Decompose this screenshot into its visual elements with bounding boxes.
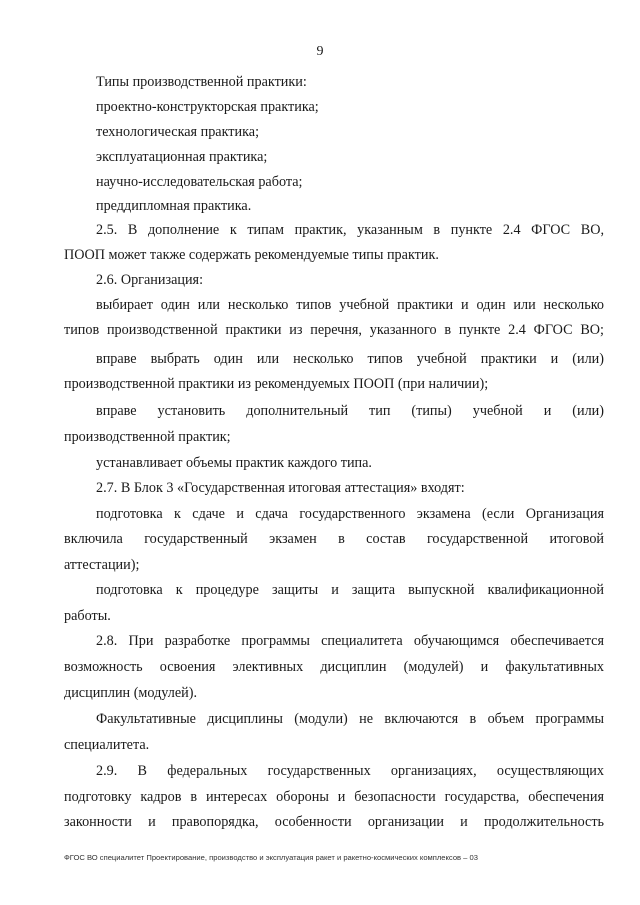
text-line: проектно-конструкторская практика; xyxy=(96,99,319,115)
text-line: технологическая практика; xyxy=(96,124,260,140)
text-line: Типы производственной практики: xyxy=(96,74,307,90)
text-line: преддипломная практика. xyxy=(96,198,252,214)
text-line: 2.5. В дополнение к типам практик, указанным в пункте 2.4 ФГОС ВО, xyxy=(96,222,604,238)
text-line: включила государственный экзамен в состав государственной итоговой xyxy=(64,531,604,547)
text-line: производственной практики из рекомендуемых ПООП (при наличии); xyxy=(64,376,489,392)
text-line: аттестации); xyxy=(64,557,140,573)
text-line: возможность освоения элективных дисциплин (модулей) и факультативных xyxy=(64,659,604,675)
text-line: подготовка к процедуре защиты и защита выпускной квалификационной xyxy=(96,582,604,598)
text-line: специалитета. xyxy=(64,737,150,753)
text-line: работы. xyxy=(64,608,111,624)
text-line: научно-исследовательская работа; xyxy=(96,174,303,190)
text-line: вправе установить дополнительный тип (типы) учебной и (или) xyxy=(96,403,604,419)
text-line: 2.9. В федеральных государственных организациях, осуществляющих xyxy=(96,763,604,779)
text-line: эксплуатационная практика; xyxy=(96,149,268,165)
text-line: Факультативные дисциплины (модули) не включаются в объем программы xyxy=(96,711,604,727)
text-line: 2.6. Организация: xyxy=(96,272,204,288)
text-line: производственной практик; xyxy=(64,429,231,445)
page-number: 9 xyxy=(316,44,324,59)
text-line: типов производственной практики из перечня, указанного в пункте 2.4 ФГОС ВО; xyxy=(64,322,604,338)
text-line: законности и правопорядка, особенности организации и продолжительность xyxy=(64,814,604,830)
text-line: вправе выбрать один или несколько типов учебной практики и (или) xyxy=(96,351,604,367)
text-line: устанавливает объемы практик каждого типа. xyxy=(96,455,372,471)
page-footer: ФГОС ВО специалитет Проектирование, производство и эксплуатация ракет и ракетно-космических комплексов – 03 xyxy=(64,853,478,862)
text-line: 2.7. В Блок 3 «Государственная итоговая аттестация» входят: xyxy=(96,480,465,496)
text-line: выбирает один или несколько типов учебной практики и один или несколько xyxy=(96,297,604,313)
text-line: 2.8. При разработке программы специалитета обучающимся обеспечивается xyxy=(96,633,604,649)
text-line: ПООП может также содержать рекомендуемые типы практик. xyxy=(64,247,439,263)
text-line: дисциплин (модулей). xyxy=(64,685,198,701)
text-line: подготовка к сдаче и сдача государственного экзамена (если Организация xyxy=(96,506,604,522)
text-line: подготовку кадров в интересах обороны и безопасности государства, обеспечения xyxy=(64,789,604,805)
